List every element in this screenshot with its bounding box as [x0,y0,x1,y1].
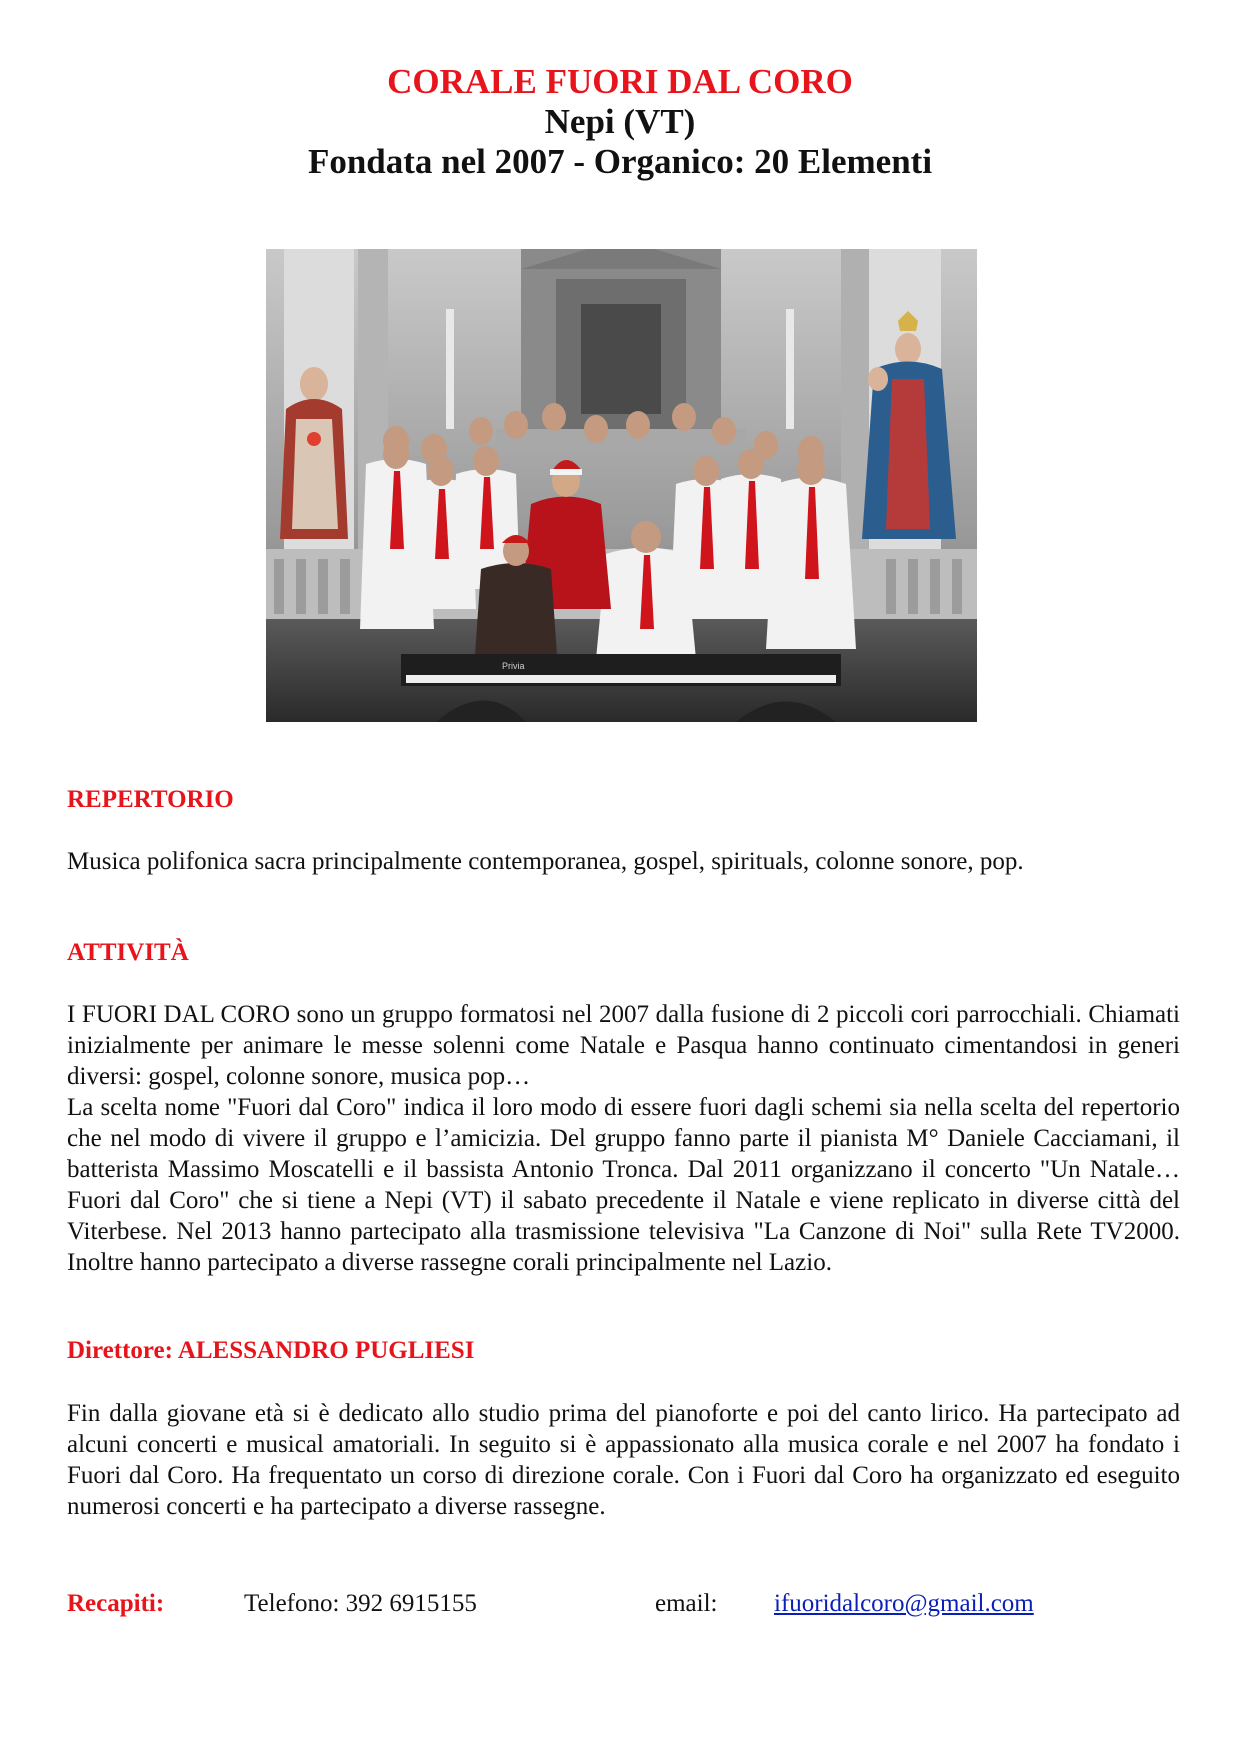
repertorio-paragraph: Musica polifonica sacra principalmente contemporanea, gospel, spirituals, colonne sonore, pop. [67,848,1024,875]
direttore-heading: Direttore: ALESSANDRO PUGLIESI [67,1337,475,1364]
attivita-text [67,999,1180,1278]
email-link[interactable]: ifuoridalcoro@gmail.com [774,1590,1034,1617]
phone-number: Telefono: 392 6915155 [244,1590,477,1617]
location-subtitle: Nepi (VT) [544,102,696,141]
document-header [0,62,1240,182]
choir-name-title: CORALE FUORI DAL CORO [387,62,853,101]
attivita-paragraph-2: La scelta nome "Fuori dal Coro" indica il loro modo di essere fuori dagli schemi sia nella scelta del repertorio che nel modo di vivere il gruppo e l’amicizia. Del gruppo fanno parte il pianista M° Daniele Cacciamani, il batterista Massimo Moscatelli e il bassista Antonio Tronca. Dal 2011 organizzano il concerto "Un Natale… Fuori dal Coro" che si tiene a Nepi (VT) il sabato precedente il Natale e viene replicato in diverse città del Viterbese. Nel 2013 hanno partecipato alla trasmissione televisiva "La Canzone di Noi" sulla Rete TV2000. Inoltre hanno partecipato a diverse rassegne corali principalmente nel Lazio. [67,1094,1180,1276]
direttore-paragraph: Fin dalla giovane età si è dedicato allo studio prima del pianoforte e poi del canto lirico. Ha partecipato ad alcuni concerti e musical amatoriali. In seguito si è appassionato alla musica corale e nel 2007 ha fondato i Fuori dal Coro. Ha frequentato un corso di direzione corale. Con i Fuori dal Coro ha organizzato ed eseguito numerosi concerti e ha partecipato a diverse rassegne. [67,1400,1180,1520]
founded-subtitle: Fondata nel 2007 - Organico: 20 Elementi [307,142,933,181]
attivita-paragraph-1: I FUORI DAL CORO sono un gruppo formatosi nel 2007 dalla fusione di 2 piccoli cori parrocchiali. Chiamati inizialmente per animare le messe solenni come Natale e Pasqua hanno continuato cimentandosi in generi diversi: gospel, colonne sonore, musica pop… [67,1001,1180,1090]
attivita-heading: ATTIVITÀ [67,939,189,966]
contact-line [67,1589,1180,1621]
repertorio-text [67,846,1180,877]
choir-group-photo [266,249,977,722]
email-label: email: [655,1590,718,1617]
keyboard-brand-label: Privia [502,661,525,671]
repertorio-heading: REPERTORIO [67,786,234,813]
recapiti-label: Recapiti: [67,1590,165,1617]
direttore-text [67,1398,1180,1522]
